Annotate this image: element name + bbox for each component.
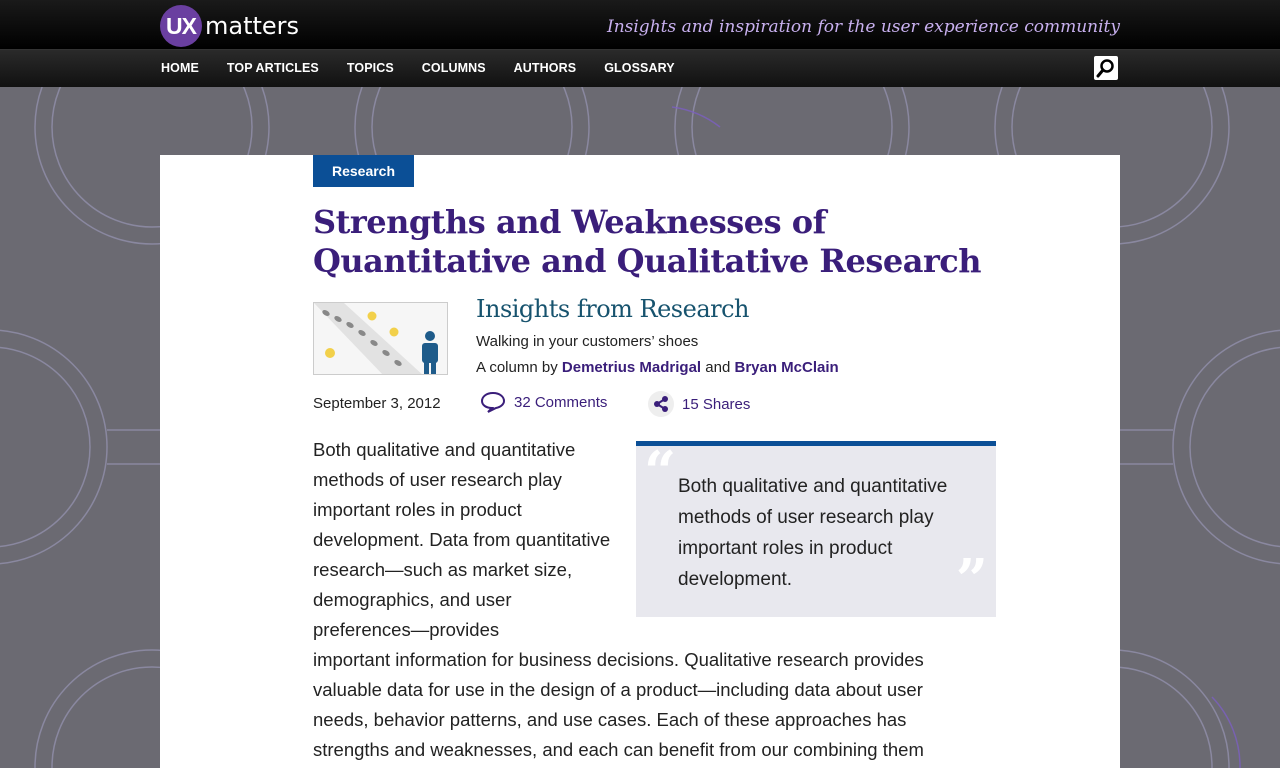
footsteps-illustration bbox=[314, 303, 448, 375]
article-body-continued: important information for business decisions. Qualitative research provides valuable data for use in the design of a product—including data about user needs, behavior patterns, and use cases. Each of these approaches has strengths and weaknesses, and each can benefit from our combining them bbox=[313, 649, 924, 760]
comment-icon bbox=[480, 391, 506, 413]
author-link-2[interactable]: Bryan McClain bbox=[734, 359, 839, 376]
column-subtitle: Walking in your customers’ shoes bbox=[476, 333, 699, 350]
logo-wordmark: matters bbox=[205, 12, 300, 40]
nav-top-articles[interactable]: TOP ARTICLES bbox=[226, 61, 319, 75]
nav-home[interactable]: HOME bbox=[161, 61, 199, 75]
shares-link[interactable] bbox=[648, 391, 750, 417]
byline bbox=[476, 359, 839, 376]
column-thumbnail[interactable] bbox=[313, 302, 448, 375]
article-card bbox=[160, 155, 1120, 768]
byline-and: and bbox=[705, 359, 731, 376]
close-quote-icon: ” bbox=[955, 547, 988, 613]
pull-quote-text: Both qualitative and quantitative methods of user research play important roles in product development. bbox=[678, 476, 948, 590]
publish-date: September 3, 2012 bbox=[313, 395, 441, 412]
category-tag[interactable]: Research bbox=[313, 155, 414, 187]
pull-quote bbox=[636, 441, 996, 617]
shares-count: 15 Shares bbox=[682, 395, 751, 413]
site-header bbox=[0, 0, 1280, 50]
column-name[interactable]: Insights from Research bbox=[476, 295, 750, 323]
article-title: Strengths and Weaknesses of Quantitative and Qualitative Research bbox=[313, 203, 982, 280]
nav-authors[interactable]: AUTHORS bbox=[513, 61, 577, 75]
site-tagline: Insights and inspiration for the user experience community bbox=[606, 17, 1120, 37]
search-button[interactable] bbox=[1094, 56, 1118, 80]
comments-link[interactable] bbox=[480, 391, 607, 413]
main-nav bbox=[0, 50, 1280, 87]
article-body-intro: Both qualitative and quantitative methods of user research play important roles in product development. Data from quantitative research—such as market size, demographics, and user preferences—provides bbox=[313, 439, 611, 640]
share-icon bbox=[648, 391, 674, 417]
site-logo[interactable] bbox=[160, 6, 299, 46]
author-link-1[interactable]: Demetrius Madrigal bbox=[561, 359, 702, 376]
nav-glossary[interactable]: GLOSSARY bbox=[604, 61, 675, 75]
byline-prefix: A column by bbox=[476, 359, 558, 376]
open-quote-icon: “ bbox=[644, 439, 677, 505]
comments-count: 32 Comments bbox=[514, 393, 608, 411]
search-icon bbox=[1094, 56, 1118, 80]
logo-badge: UX bbox=[160, 5, 202, 47]
nav-topics[interactable]: TOPICS bbox=[346, 61, 394, 75]
nav-columns[interactable]: COLUMNS bbox=[421, 61, 486, 75]
